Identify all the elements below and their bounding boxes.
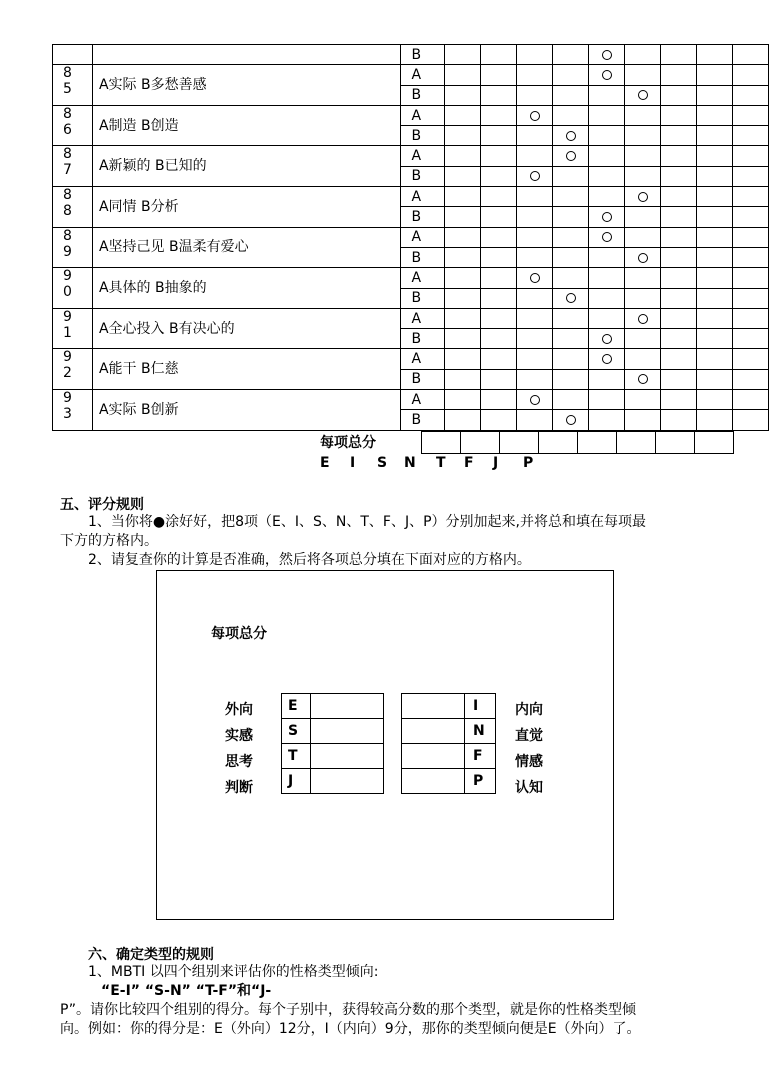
answer-cell[interactable] [661, 247, 697, 267]
question-text [92, 45, 401, 65]
option-letter: B [401, 329, 445, 349]
option-row [53, 146, 769, 166]
question-number: 8 9 [53, 227, 93, 268]
option-row [53, 65, 769, 85]
answer-cell[interactable] [661, 410, 697, 430]
answer-cell[interactable] [732, 85, 768, 105]
option-row [53, 187, 769, 207]
answer-cell[interactable] [589, 268, 625, 288]
answer-cell[interactable] [697, 268, 733, 288]
section6-line1: 1、MBTI 以四个组别来评估你的性格类型倾向: [88, 964, 379, 980]
answer-cell[interactable] [445, 187, 481, 207]
option-row [53, 349, 769, 369]
sum-row [421, 431, 734, 454]
answer-cell[interactable] [553, 45, 589, 65]
answer-cell[interactable] [697, 308, 733, 328]
answer-cell[interactable] [553, 207, 589, 227]
letter-P: P [523, 455, 534, 471]
answer-cell[interactable] [661, 126, 697, 146]
section6-line2: “E-I” “S-N” “T-F”和“J- [101, 983, 272, 999]
answer-cell[interactable] [625, 268, 661, 288]
circle-mark-icon[interactable] [602, 334, 612, 344]
letter-cell-F: F [465, 744, 496, 769]
answer-cell[interactable] [589, 349, 625, 369]
answer-cell[interactable] [625, 105, 661, 125]
answer-cell[interactable] [517, 65, 553, 85]
option-letter: A [401, 268, 445, 288]
answer-cell[interactable] [517, 126, 553, 146]
answer-cell[interactable] [553, 126, 589, 146]
question-number: 8 7 [53, 146, 93, 187]
answer-cell[interactable] [445, 65, 481, 85]
answer-cell[interactable] [625, 146, 661, 166]
circle-mark-icon[interactable] [530, 273, 540, 283]
answer-cell[interactable] [697, 166, 733, 186]
letter-E: E [320, 455, 330, 471]
circle-mark-icon[interactable] [602, 70, 612, 80]
answer-cell[interactable] [517, 85, 553, 105]
question-text: A实际 B多愁善感 [92, 65, 401, 106]
answer-cell[interactable] [697, 410, 733, 430]
answer-cell[interactable] [517, 105, 553, 125]
answer-cell[interactable] [732, 349, 768, 369]
answer-cell[interactable] [445, 329, 481, 349]
answer-cell[interactable] [661, 45, 697, 65]
answer-cell[interactable] [589, 410, 625, 430]
option-letter: B [401, 247, 445, 267]
circle-mark-icon[interactable] [530, 111, 540, 121]
answer-cell[interactable] [553, 105, 589, 125]
circle-mark-icon[interactable] [638, 90, 648, 100]
answer-cell[interactable] [625, 369, 661, 389]
answer-cell[interactable] [589, 227, 625, 247]
answer-cell[interactable] [553, 187, 589, 207]
answer-cell[interactable] [732, 65, 768, 85]
score-input-F[interactable] [402, 744, 465, 769]
option-row [53, 268, 769, 288]
answer-cell[interactable] [697, 247, 733, 267]
answer-cell[interactable] [589, 166, 625, 186]
answer-cell[interactable] [517, 227, 553, 247]
option-row [53, 105, 769, 125]
answer-cell[interactable] [732, 390, 768, 410]
answer-cell[interactable] [445, 410, 481, 430]
circle-mark-icon[interactable] [602, 232, 612, 242]
answer-cell[interactable] [625, 390, 661, 410]
label-sensing: 实感 [225, 728, 253, 744]
answer-cell[interactable] [553, 349, 589, 369]
answer-cell[interactable] [481, 45, 517, 65]
sum-cell-J[interactable] [656, 432, 695, 454]
answer-cell[interactable] [589, 329, 625, 349]
option-letter: B [401, 85, 445, 105]
question-text: A具体的 B抽象的 [92, 268, 401, 309]
answer-cell[interactable] [517, 207, 553, 227]
letter-cell-E: E [282, 694, 311, 719]
answer-cell[interactable] [553, 410, 589, 430]
score-input-N[interactable] [402, 719, 465, 744]
answer-cell[interactable] [517, 247, 553, 267]
option-letter: A [401, 105, 445, 125]
answer-cell[interactable] [732, 207, 768, 227]
answer-cell[interactable] [732, 146, 768, 166]
circle-mark-icon[interactable] [530, 171, 540, 181]
score-input-T[interactable] [311, 744, 384, 769]
answer-cell[interactable] [732, 268, 768, 288]
answer-cell[interactable] [481, 207, 517, 227]
answer-cell[interactable] [697, 85, 733, 105]
answer-cell[interactable] [481, 65, 517, 85]
option-row [53, 308, 769, 328]
answer-cell[interactable] [589, 45, 625, 65]
answer-cell[interactable] [553, 288, 589, 308]
option-letter: A [401, 308, 445, 328]
label-intuition: 直觉 [515, 728, 543, 744]
circle-mark-icon[interactable] [638, 253, 648, 263]
left-score-table [281, 693, 384, 794]
label-extravert: 外向 [225, 702, 253, 718]
sum-cell-I[interactable] [461, 432, 500, 454]
option-letter: B [401, 45, 445, 65]
circle-mark-icon[interactable] [566, 415, 576, 425]
letter-cell-S: S [282, 719, 311, 744]
answer-cell[interactable] [661, 288, 697, 308]
answer-cell[interactable] [445, 369, 481, 389]
letter-J: J [493, 455, 499, 471]
answer-cell[interactable] [481, 329, 517, 349]
option-row [53, 45, 769, 65]
answer-cell[interactable] [661, 187, 697, 207]
option-letter: A [401, 390, 445, 410]
option-letter: B [401, 207, 445, 227]
question-number: 8 5 [53, 65, 93, 106]
option-letter: A [401, 349, 445, 369]
label-judging: 判断 [225, 780, 253, 796]
score-input-P[interactable] [402, 769, 465, 794]
score-input-I[interactable] [402, 694, 465, 719]
answer-cell[interactable] [517, 329, 553, 349]
option-letter: A [401, 146, 445, 166]
letter-T: T [436, 455, 446, 471]
answer-cell[interactable] [697, 349, 733, 369]
answer-cell[interactable] [697, 288, 733, 308]
answer-cell[interactable] [517, 288, 553, 308]
label-feeling: 情感 [515, 754, 543, 770]
question-table [52, 44, 769, 431]
answer-cell[interactable] [661, 369, 697, 389]
question-number: 9 0 [53, 268, 93, 309]
answer-cell[interactable] [697, 187, 733, 207]
section6-line4: 向。例如：你的得分是：E（外向）12分，I（内向）9分，那你的类型倾向便是E（外向）了。 [60, 1021, 641, 1037]
answer-cell[interactable] [481, 308, 517, 328]
answer-cell[interactable] [697, 329, 733, 349]
answer-cell[interactable] [625, 166, 661, 186]
answer-cell[interactable] [517, 369, 553, 389]
question-number: 9 2 [53, 349, 93, 390]
answer-cell[interactable] [553, 390, 589, 410]
question-text: A全心投入 B有决心的 [92, 308, 401, 349]
sum-cell-N[interactable] [539, 432, 578, 454]
answer-cell[interactable] [445, 390, 481, 410]
answer-cell[interactable] [697, 45, 733, 65]
answer-cell[interactable] [445, 146, 481, 166]
question-text: A能干 B仁慈 [92, 349, 401, 390]
sum-cell-E[interactable] [422, 432, 461, 454]
answer-cell[interactable] [697, 146, 733, 166]
question-number: 9 1 [53, 308, 93, 349]
answer-cell[interactable] [481, 227, 517, 247]
answer-cell[interactable] [481, 126, 517, 146]
answer-cell[interactable] [732, 247, 768, 267]
answer-cell[interactable] [697, 390, 733, 410]
answer-cell[interactable] [697, 65, 733, 85]
answer-cell[interactable] [445, 349, 481, 369]
answer-cell[interactable] [553, 166, 589, 186]
sum-cell-F[interactable] [617, 432, 656, 454]
answer-cell[interactable] [625, 207, 661, 227]
answer-cell[interactable] [625, 329, 661, 349]
right-score-table [401, 693, 496, 794]
answer-cell[interactable] [481, 146, 517, 166]
answer-cell[interactable] [517, 268, 553, 288]
answer-cell[interactable] [481, 349, 517, 369]
sum-cell-P[interactable] [695, 432, 734, 454]
answer-cell[interactable] [481, 166, 517, 186]
letter-cell-I: I [465, 694, 496, 719]
score-input-E[interactable] [311, 694, 384, 719]
answer-cell[interactable] [589, 288, 625, 308]
letter-cell-N: N [465, 719, 496, 744]
answer-cell[interactable] [625, 227, 661, 247]
answer-cell[interactable] [445, 166, 481, 186]
option-letter: B [401, 410, 445, 430]
option-row [53, 390, 769, 410]
answer-cell[interactable] [625, 288, 661, 308]
answer-cell[interactable] [732, 166, 768, 186]
answer-cell[interactable] [732, 308, 768, 328]
answer-cell[interactable] [732, 288, 768, 308]
answer-cell[interactable] [625, 349, 661, 369]
option-letter: B [401, 126, 445, 146]
answer-cell[interactable] [589, 65, 625, 85]
answer-cell[interactable] [517, 166, 553, 186]
answer-cell[interactable] [661, 85, 697, 105]
answer-cell[interactable] [553, 65, 589, 85]
letter-N: N [404, 455, 416, 471]
answer-cell[interactable] [481, 288, 517, 308]
answer-cell[interactable] [481, 268, 517, 288]
section5-heading: 五、评分规则 [60, 497, 144, 513]
answer-cell[interactable] [517, 45, 553, 65]
answer-cell[interactable] [589, 247, 625, 267]
answer-cell[interactable] [445, 105, 481, 125]
answer-cell[interactable] [589, 207, 625, 227]
score-box [156, 570, 614, 920]
circle-mark-icon[interactable] [638, 192, 648, 202]
answer-cell[interactable] [517, 187, 553, 207]
answer-cell[interactable] [732, 410, 768, 430]
circle-mark-icon[interactable] [638, 374, 648, 384]
answer-cell[interactable] [553, 268, 589, 288]
answer-cell[interactable] [625, 45, 661, 65]
answer-cell[interactable] [697, 207, 733, 227]
label-introvert: 内向 [515, 702, 543, 718]
answer-cell[interactable] [697, 105, 733, 125]
section5-p1-line1: 1、当你将●涂好好，把8项（E、I、S、N、T、F、J、P）分别加起来,并将总和填在每项最 [88, 514, 646, 530]
answer-cell[interactable] [481, 390, 517, 410]
answer-cell[interactable] [732, 187, 768, 207]
answer-cell[interactable] [445, 126, 481, 146]
answer-cell[interactable] [553, 146, 589, 166]
answer-cell[interactable] [517, 390, 553, 410]
section5-p1-line2: 下方的方格内。 [60, 533, 158, 549]
answer-cell[interactable] [732, 329, 768, 349]
answer-cell[interactable] [589, 390, 625, 410]
section5-p2: 2、请复查你的计算是否准确，然后将各项总分填在下面对应的方格内。 [88, 552, 531, 568]
answer-cell[interactable] [589, 85, 625, 105]
answer-cell[interactable] [625, 308, 661, 328]
circle-mark-icon[interactable] [566, 151, 576, 161]
answer-cell[interactable] [732, 45, 768, 65]
answer-cell[interactable] [445, 207, 481, 227]
letter-I: I [350, 455, 356, 471]
answer-cell[interactable] [481, 410, 517, 430]
letter-cell-P: P [465, 769, 496, 794]
answer-cell[interactable] [517, 410, 553, 430]
question-text: A坚持己见 B温柔有爱心 [92, 227, 401, 268]
option-row [53, 227, 769, 247]
section6-line3: P”。请你比较四个组别的得分。每个子别中，获得较高分数的那个类型，就是你的性格类型倾 [60, 1002, 636, 1018]
circle-mark-icon[interactable] [602, 212, 612, 222]
answer-cell[interactable] [661, 329, 697, 349]
answer-cell[interactable] [625, 247, 661, 267]
answer-cell[interactable] [697, 227, 733, 247]
answer-cell[interactable] [553, 85, 589, 105]
letter-cell-J: J [282, 769, 311, 794]
answer-cell[interactable] [445, 85, 481, 105]
answer-cell[interactable] [661, 105, 697, 125]
answer-cell[interactable] [589, 187, 625, 207]
question-text: A新颖的 B已知的 [92, 146, 401, 187]
circle-mark-icon[interactable] [602, 50, 612, 60]
option-letter: B [401, 288, 445, 308]
answer-cell[interactable] [445, 288, 481, 308]
circle-mark-icon[interactable] [602, 354, 612, 364]
answer-cell[interactable] [517, 349, 553, 369]
option-letter: A [401, 65, 445, 85]
answer-cell[interactable] [481, 187, 517, 207]
label-thinking: 思考 [225, 754, 253, 770]
answer-cell[interactable] [661, 308, 697, 328]
answer-cell[interactable] [625, 85, 661, 105]
answer-cell[interactable] [661, 207, 697, 227]
sum-cell-S[interactable] [500, 432, 539, 454]
letter-cell-T: T [282, 744, 311, 769]
answer-cell[interactable] [732, 105, 768, 125]
answer-cell[interactable] [445, 247, 481, 267]
box-title: 每项总分 [211, 626, 267, 642]
answer-cell[interactable] [625, 126, 661, 146]
question-number: 8 6 [53, 105, 93, 146]
answer-cell[interactable] [625, 410, 661, 430]
question-text: A制造 B创造 [92, 105, 401, 146]
letter-F: F [464, 455, 474, 471]
answer-cell[interactable] [661, 349, 697, 369]
answer-cell[interactable] [517, 308, 553, 328]
answer-cell[interactable] [697, 126, 733, 146]
answer-cell[interactable] [517, 146, 553, 166]
answer-cell[interactable] [553, 227, 589, 247]
question-number [53, 45, 93, 65]
circle-mark-icon[interactable] [566, 131, 576, 141]
answer-cell[interactable] [481, 105, 517, 125]
answer-cell[interactable] [445, 268, 481, 288]
sum-label: 每项总分 [320, 435, 376, 451]
answer-cell[interactable] [732, 369, 768, 389]
answer-cell[interactable] [661, 166, 697, 186]
answer-cell[interactable] [589, 126, 625, 146]
circle-mark-icon[interactable] [530, 395, 540, 405]
answer-cell[interactable] [625, 65, 661, 85]
option-letter: B [401, 166, 445, 186]
answer-cell[interactable] [481, 85, 517, 105]
option-letter: A [401, 227, 445, 247]
circle-mark-icon[interactable] [638, 314, 648, 324]
answer-cell[interactable] [661, 65, 697, 85]
option-letter: B [401, 369, 445, 389]
sum-cell-T[interactable] [578, 432, 617, 454]
answer-cell[interactable] [589, 105, 625, 125]
answer-cell[interactable] [732, 126, 768, 146]
question-number: 8 8 [53, 187, 93, 228]
section6-heading: 六、确定类型的规则 [88, 947, 214, 963]
score-input-S[interactable] [311, 719, 384, 744]
question-text: A同情 B分析 [92, 187, 401, 228]
circle-mark-icon[interactable] [566, 293, 576, 303]
answer-cell[interactable] [445, 227, 481, 247]
answer-cell[interactable] [697, 369, 733, 389]
answer-cell[interactable] [589, 369, 625, 389]
answer-cell[interactable] [661, 227, 697, 247]
answer-cell[interactable] [481, 369, 517, 389]
answer-cell[interactable] [481, 247, 517, 267]
answer-cell[interactable] [589, 146, 625, 166]
label-perceiving: 认知 [515, 780, 543, 796]
question-text: A实际 B创新 [92, 390, 401, 431]
answer-cell[interactable] [553, 247, 589, 267]
answer-cell[interactable] [661, 268, 697, 288]
answer-cell[interactable] [445, 308, 481, 328]
answer-cell[interactable] [661, 146, 697, 166]
question-number: 9 3 [53, 390, 93, 431]
answer-cell[interactable] [661, 390, 697, 410]
answer-cell[interactable] [589, 308, 625, 328]
answer-cell[interactable] [445, 45, 481, 65]
answer-cell[interactable] [553, 369, 589, 389]
score-input-J[interactable] [311, 769, 384, 794]
answer-cell[interactable] [553, 329, 589, 349]
letter-S: S [377, 455, 388, 471]
option-letter: A [401, 187, 445, 207]
answer-cell[interactable] [625, 187, 661, 207]
answer-cell[interactable] [732, 227, 768, 247]
answer-cell[interactable] [553, 308, 589, 328]
